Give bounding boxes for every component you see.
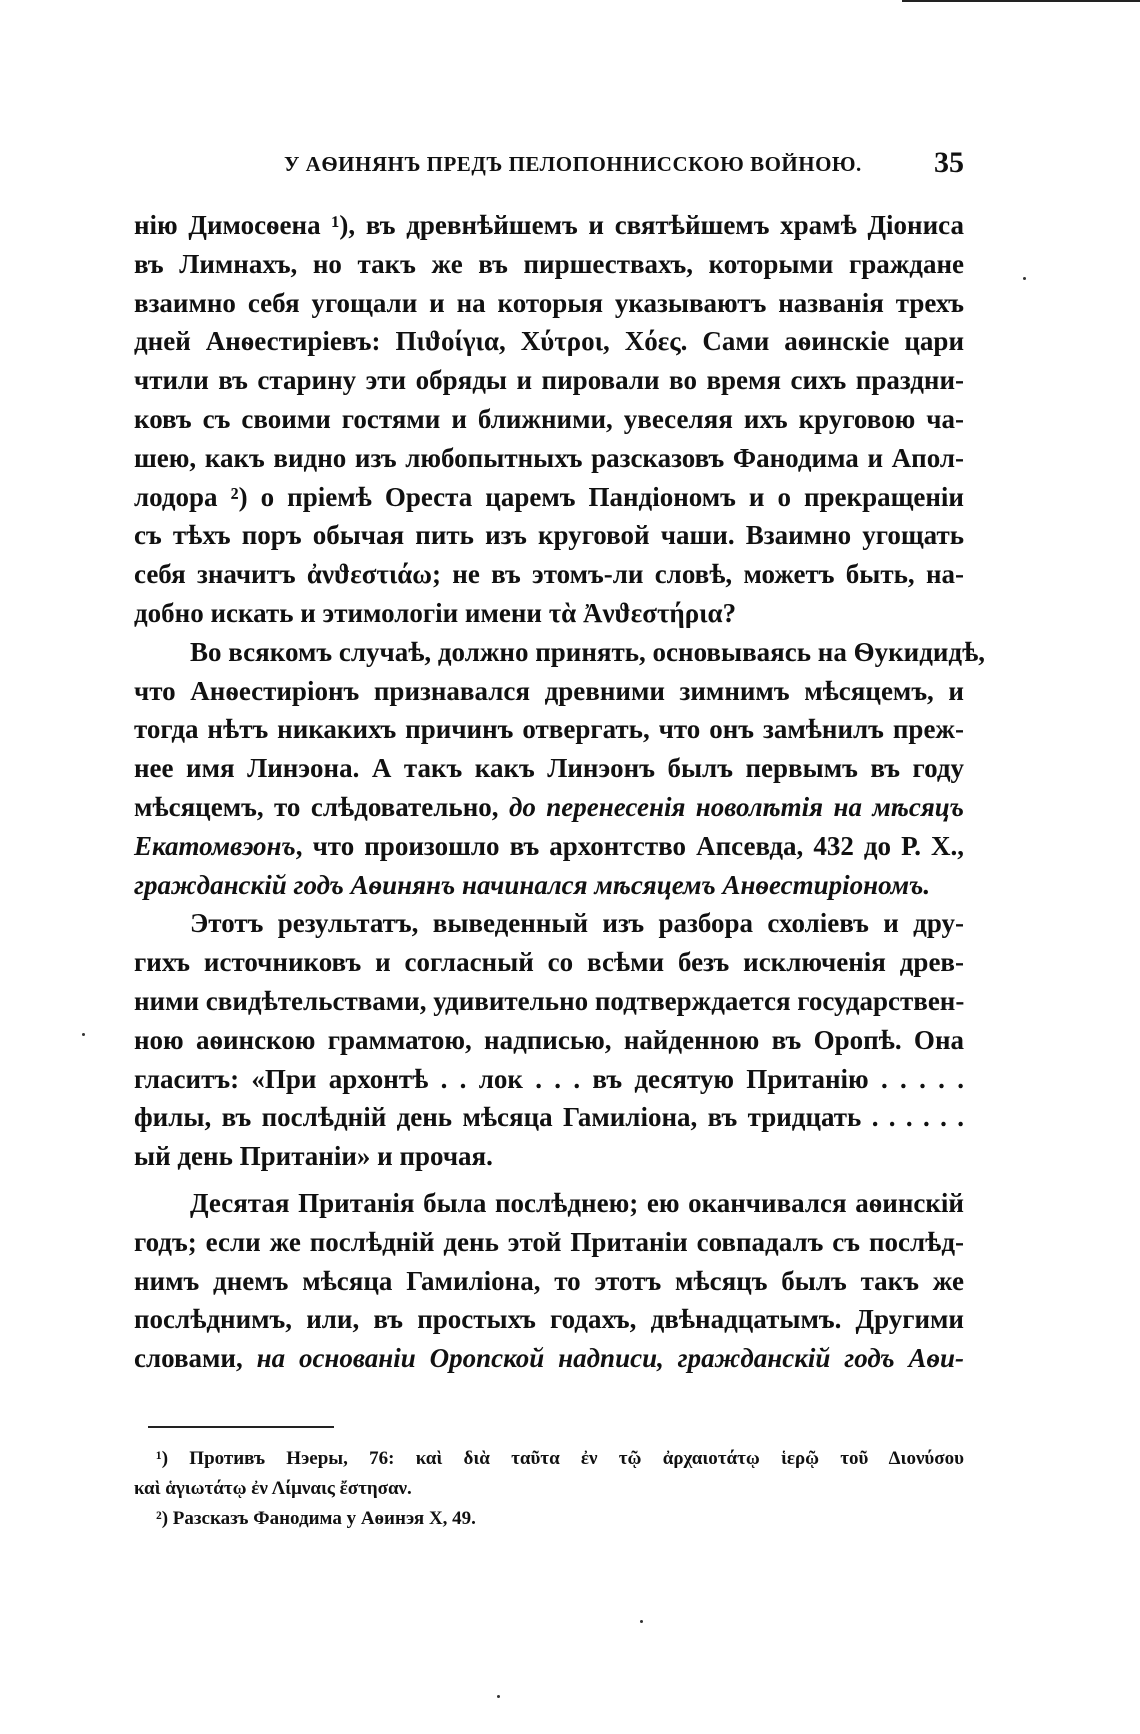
running-title: У АѲИНЯНЪ ПРЕДЪ ПЕЛОПОННИССКОЮ ВОЙНОЮ. [284, 152, 862, 176]
text-line: шею, какъ видно изъ любопытныхъ разсказовъ Фанодима и Апол- [134, 442, 964, 473]
text-line: взаимно себя угощали и на которыя указываютъ названія трехъ [134, 287, 964, 318]
text-line: что Анѳестиріонъ признавался древними зимнимъ мѣсяцемъ, и [134, 675, 964, 706]
italic-segment: до перенесенія новолѣтія на мѣсяцъ [508, 791, 965, 822]
footnote-divider [148, 1426, 334, 1428]
print-speck [82, 1033, 85, 1036]
text-line [134, 788, 964, 827]
text-line: гласитъ: «При архонтѣ . . лок . . . въ десятую Пританію . . . . . [134, 1063, 964, 1094]
print-speck [497, 1695, 500, 1698]
footnote-2: ²) Разсказъ Фанодима у Аѳинэя X, 49. [156, 1508, 476, 1529]
footnote-1-line-1: ¹) Противъ Нэеры, 76: καὶ διὰ ταῦτα ἐν τῷ ἀρχαιοτάτῳ ἱερῷ τοῦ Διονύσου [156, 1448, 964, 1469]
text-line: гихъ источниковъ и согласный со всѣми безъ исключенія древ- [134, 947, 964, 978]
text-line: добно искать и этимологіи имени τὰ Ἀνϑεστήρια? [134, 597, 737, 628]
text-segment: , что произошло въ архонтство Апсевда, 432 до Р. Х., [295, 830, 964, 861]
footnote-1-line-2: καὶ ἁγιωτάτῳ ἐν Λίμναις ἔστησαν. [134, 1478, 412, 1499]
text-line: ними свидѣтельствами, удивительно подтверждается государствен- [134, 985, 965, 1016]
text-segment: словами, [134, 1343, 243, 1374]
text-line: тогда нѣтъ никакихъ причинъ отвергать, что онъ замѣнилъ преж- [134, 714, 964, 745]
text-line: нее имя Линэона. А такъ какъ Линэонъ былъ первымъ въ году [134, 753, 964, 784]
text-line [134, 866, 964, 905]
text-line: себя значитъ ἀνϑεστιάω; не въ этомъ-ли словѣ, можетъ быть, на- [134, 559, 964, 590]
text-line: дней Анѳестиріевъ: Πιϑοίγια, Χύτροι, Χόες. Сами аѳинскіе цари [134, 326, 964, 357]
text-line: чтили въ старину эти обряды и пировали во время сихъ праздни- [134, 365, 964, 396]
text-line: ый день Пританіи» и прочая. [134, 1141, 493, 1172]
print-speck [640, 1620, 643, 1623]
page-number: 35 [934, 146, 964, 179]
paragraph-start-line: Во всякомъ случаѣ, должно принять, основываясь на Ѳукидидѣ, [190, 636, 986, 667]
text-line: нію Димосѳена ¹), въ древнѣйшемъ и святѣйшемъ храмѣ Діониса [134, 210, 964, 240]
footnotes [134, 1444, 964, 1534]
top-edge-rule [902, 0, 1140, 2]
text-line: послѣднимъ, или, въ простыхъ годахъ, двѣнадцатымъ. Другими [134, 1304, 964, 1335]
text-line: филы, въ послѣдній день мѣсяца Гамиліона, въ тридцать . . . . . . [134, 1102, 964, 1133]
italic-segment: Екатомвэонъ [134, 830, 296, 861]
italic-segment: на основаніи Оропской надписи, гражданскій годъ Аѳи- [256, 1343, 965, 1374]
print-speck [1023, 277, 1026, 280]
text-line: ною аѳинскою грамматою, надписью, найденною въ Оропѣ. Она [134, 1024, 964, 1055]
text-line [134, 827, 964, 866]
text-line: ковъ съ своими гостями и ближними, увеселяя ихъ круговою ча- [134, 403, 964, 434]
text-line: съ тѣхъ поръ обычая пить изъ круговой чаши. Взаимно угощать [134, 520, 964, 551]
text-line: лодора ²) о пріемѣ Ореста царемъ Пандіономъ и о прекращеніи [134, 481, 964, 512]
text-segment: мѣсяцемъ, то слѣдовательно, [134, 791, 499, 822]
running-header [134, 146, 964, 186]
text-line: нимъ днемъ мѣсяца Гамиліона, то этотъ мѣсяцъ былъ такъ же [134, 1265, 964, 1296]
paragraph-start-line: Этотъ результатъ, выведенный изъ разбора схоліевъ и дру- [190, 908, 964, 939]
text-line: въ Лимнахъ, но такъ же въ пиршествахъ, которыми граждане [134, 248, 964, 279]
italic-segment: гражданскій годъ Аѳинянъ начинался мѣсяцемъ Анѳестиріономъ. [134, 869, 931, 900]
body-text [134, 206, 986, 1378]
text-line: годъ; если же послѣдній день этой Пританіи совпадалъ съ послѣд- [134, 1226, 964, 1257]
text-line [134, 1339, 964, 1378]
paragraph-start-line: Десятая Пританія была послѣднею; ею оканчивался аѳинскій [190, 1187, 964, 1218]
